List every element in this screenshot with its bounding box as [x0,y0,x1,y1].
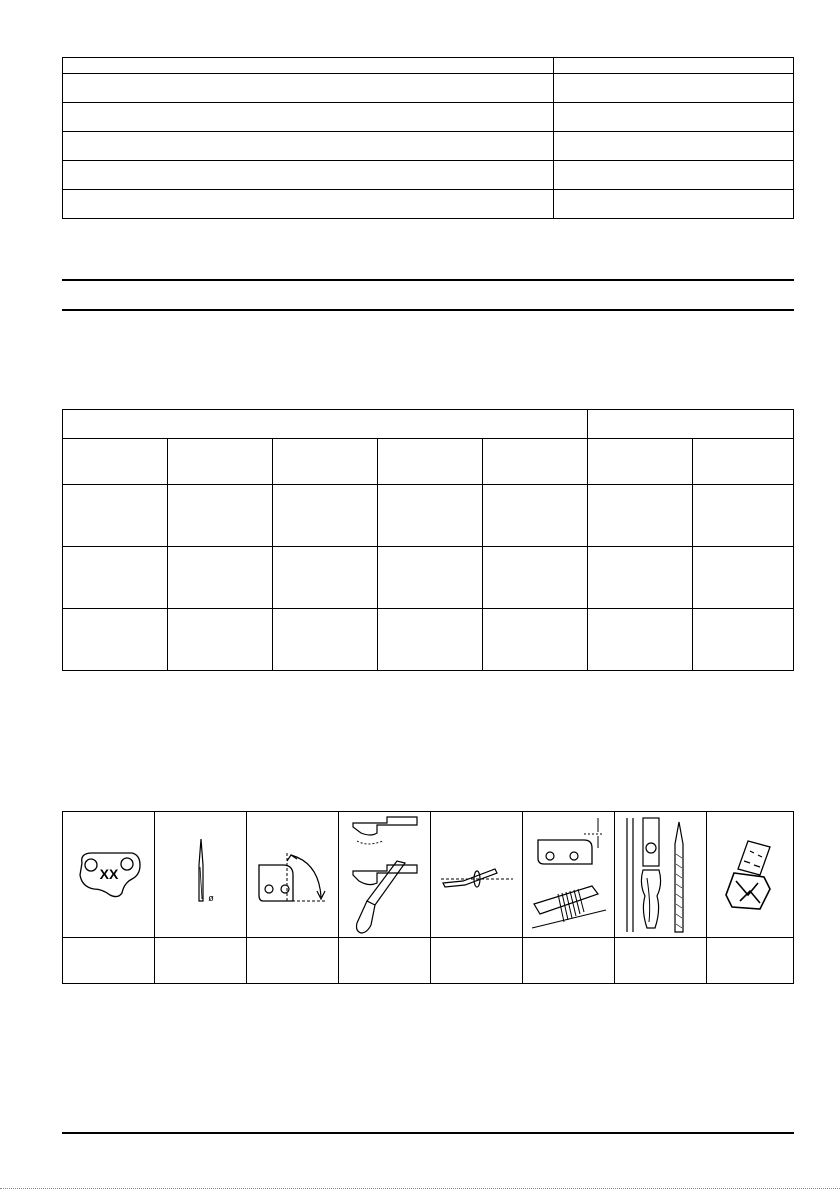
table-cell [168,485,273,547]
table-cell [63,190,554,219]
table-cell [588,547,693,609]
tools-icon-row [63,812,794,938]
table-cell [63,74,554,103]
top-table-header-cell [554,58,794,74]
chain-table-group-header [63,410,588,439]
table-cell [63,609,168,671]
depth-gauge-icon [528,814,610,936]
tools-label-cell [707,938,794,984]
table-cell [554,132,794,161]
file-position-icon [437,855,517,895]
bottom-scan-edge [0,1188,840,1189]
table-cell [693,609,794,671]
table-cell [554,74,794,103]
tools-label-row [63,938,794,984]
table-row [63,132,794,161]
tools-icon-cell [155,812,247,938]
table-cell [168,547,273,609]
footer-rule [62,1132,794,1134]
table-cell [273,485,378,547]
tools-icon-cell [339,812,431,938]
file-holder-icon [347,813,423,937]
tools-label-cell [155,938,247,984]
table-cell [378,609,483,671]
tools-icon-cell [615,812,707,938]
table-cell [693,485,794,547]
chain-table-column-header [693,439,794,485]
gauge-tool-icon [720,837,780,913]
table-row [63,609,794,671]
file-angle-icon [253,843,333,907]
tools-icon-cell [431,812,523,938]
table-cell [693,547,794,609]
section-rule-bottom [62,309,794,311]
table-cell [168,609,273,671]
file-set-icon [621,814,701,936]
top-table [62,57,794,219]
file-diameter-text: ø [207,892,214,903]
chain-marking-icon [74,849,144,901]
tools-icon-cell [707,812,794,938]
tools-icon-cell [523,812,615,938]
top-table-header-row [63,58,794,74]
table-cell [273,609,378,671]
table-cell [378,485,483,547]
table-cell [483,547,588,609]
table-cell [554,103,794,132]
tools-label-cell [431,938,523,984]
chain-table-group-row [63,410,794,439]
chain-table [62,409,794,671]
top-table-header-cell [63,58,554,74]
chain-table-column-header [588,439,693,485]
tools-label-cell [63,938,155,984]
tools-label-cell [615,938,707,984]
tools-table [62,811,794,984]
table-cell [588,485,693,547]
chain-table-column-header [273,439,378,485]
chain-table-group-header [588,410,794,439]
table-cell [63,161,554,190]
table-cell [63,103,554,132]
table-cell [554,190,794,219]
chain-table-column-header [483,439,588,485]
round-file-icon [181,835,221,915]
chain-table-column-header [63,439,168,485]
table-cell [273,547,378,609]
table-cell [63,132,554,161]
tools-icon-cell [247,812,339,938]
table-row [63,190,794,219]
section-rule-top [62,279,794,281]
table-cell [378,547,483,609]
table-cell [483,609,588,671]
tools-icon-cell [63,812,155,938]
table-row [63,161,794,190]
table-cell [588,609,693,671]
chain-marking-text: XX [99,865,118,882]
table-cell [483,485,588,547]
tools-label-cell [523,938,615,984]
tools-label-cell [339,938,431,984]
table-row [63,103,794,132]
table-row [63,74,794,103]
tools-label-cell [247,938,339,984]
table-cell [63,547,168,609]
chain-table-column-header [378,439,483,485]
chain-table-header-row [63,439,794,485]
table-row [63,547,794,609]
table-cell [554,161,794,190]
table-row [63,485,794,547]
table-cell [63,485,168,547]
chain-table-column-header [168,439,273,485]
